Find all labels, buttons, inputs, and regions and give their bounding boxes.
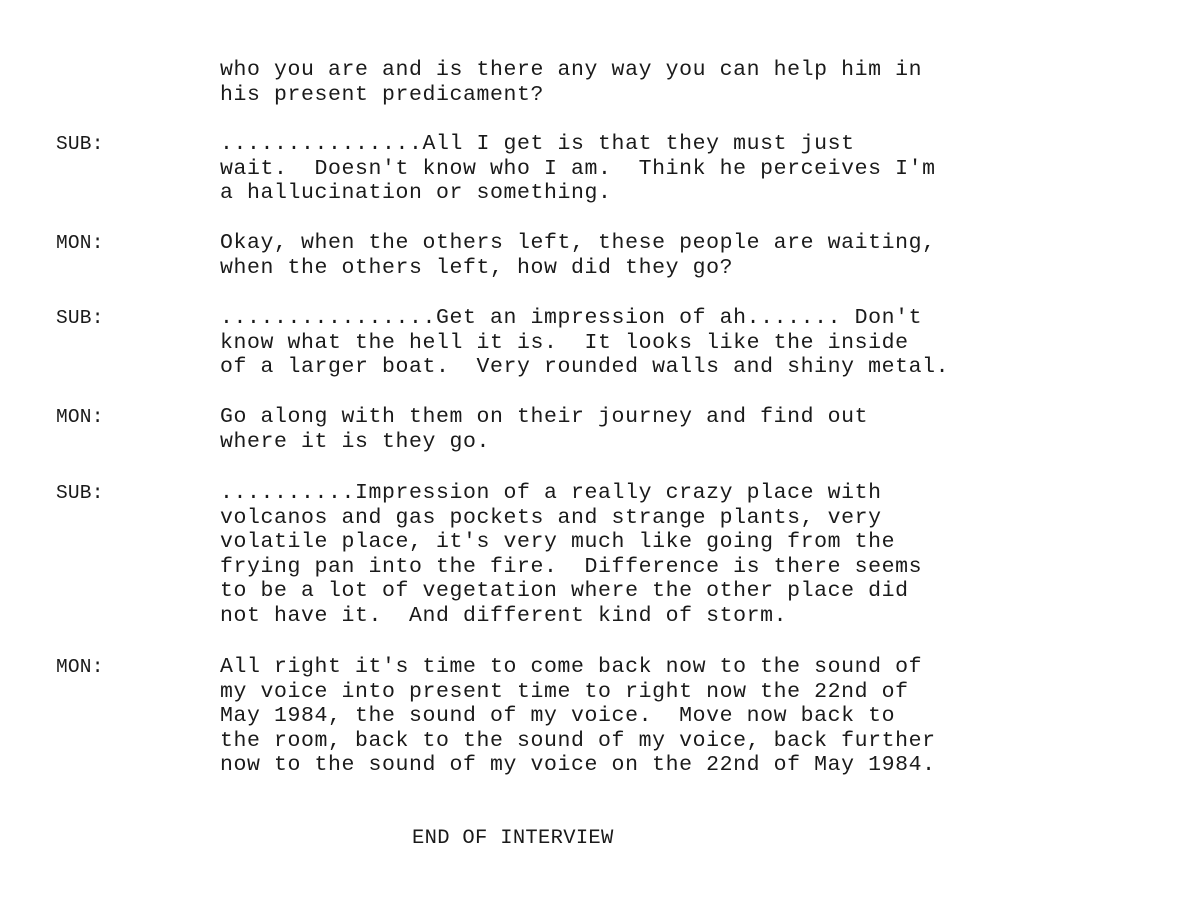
dialogue-text <box>220 405 1040 454</box>
dialogue-line: where it is they go. <box>220 429 491 454</box>
dialogue-line: ..........Impression of a really crazy place with <box>220 481 882 505</box>
dialogue-text <box>220 306 1040 380</box>
dialogue-line: a hallucination or something. <box>220 181 612 206</box>
speaker-label: SUB: <box>56 482 104 504</box>
dialogue-line: wait. Doesn't know who I am. Think he perceives I'm <box>220 156 936 181</box>
dialogue-line: the room, back to the sound of my voice, back further <box>220 728 936 753</box>
dialogue-line: to be a lot of vegetation where the other place did <box>220 579 909 604</box>
dialogue-line: frying pan into the fire. Difference is there seems <box>220 554 923 579</box>
dialogue-text <box>220 132 1040 206</box>
dialogue-line: my voice into present time to right now the 22nd of <box>220 679 909 704</box>
dialogue-line: ................Get an impression of ah....... Don't <box>220 306 923 330</box>
speaker-label: SUB: <box>56 307 104 329</box>
dialogue-text <box>220 655 1040 778</box>
dialogue-line: ...............All I get is that they must just <box>220 132 855 156</box>
speaker-label: MON: <box>56 656 104 678</box>
dialogue-text <box>220 481 1040 629</box>
dialogue-line: know what the hell it is. It looks like the inside <box>220 330 909 355</box>
end-of-interview-label: END OF INTERVIEW <box>412 827 614 850</box>
dialogue-line: volatile place, it's very much like going from the <box>220 530 896 555</box>
dialogue-line: volcanos and gas pockets and strange plants, very <box>220 505 882 530</box>
dialogue-line: Go along with them on their journey and find out <box>220 405 869 429</box>
speaker-label: MON: <box>56 232 104 254</box>
dialogue-line: All right it's time to come back now to the sound of <box>220 655 923 679</box>
dialogue-line: May 1984, the sound of my voice. Move now back to <box>220 704 896 729</box>
dialogue-line: Okay, when the others left, these people are waiting, <box>220 231 936 255</box>
dialogue-line: who you are and is there any way you can help him in <box>220 58 923 82</box>
speaker-label: SUB: <box>56 133 104 155</box>
dialogue-line: of a larger boat. Very rounded walls and shiny metal. <box>220 355 950 380</box>
dialogue-line: not have it. And different kind of storm. <box>220 603 788 628</box>
dialogue-line: his present predicament? <box>220 82 545 107</box>
dialogue-text <box>220 231 1040 280</box>
speaker-label: MON: <box>56 406 104 428</box>
dialogue-text <box>220 58 1040 107</box>
dialogue-line: now to the sound of my voice on the 22nd of May 1984. <box>220 753 936 778</box>
dialogue-line: when the others left, how did they go? <box>220 255 734 280</box>
